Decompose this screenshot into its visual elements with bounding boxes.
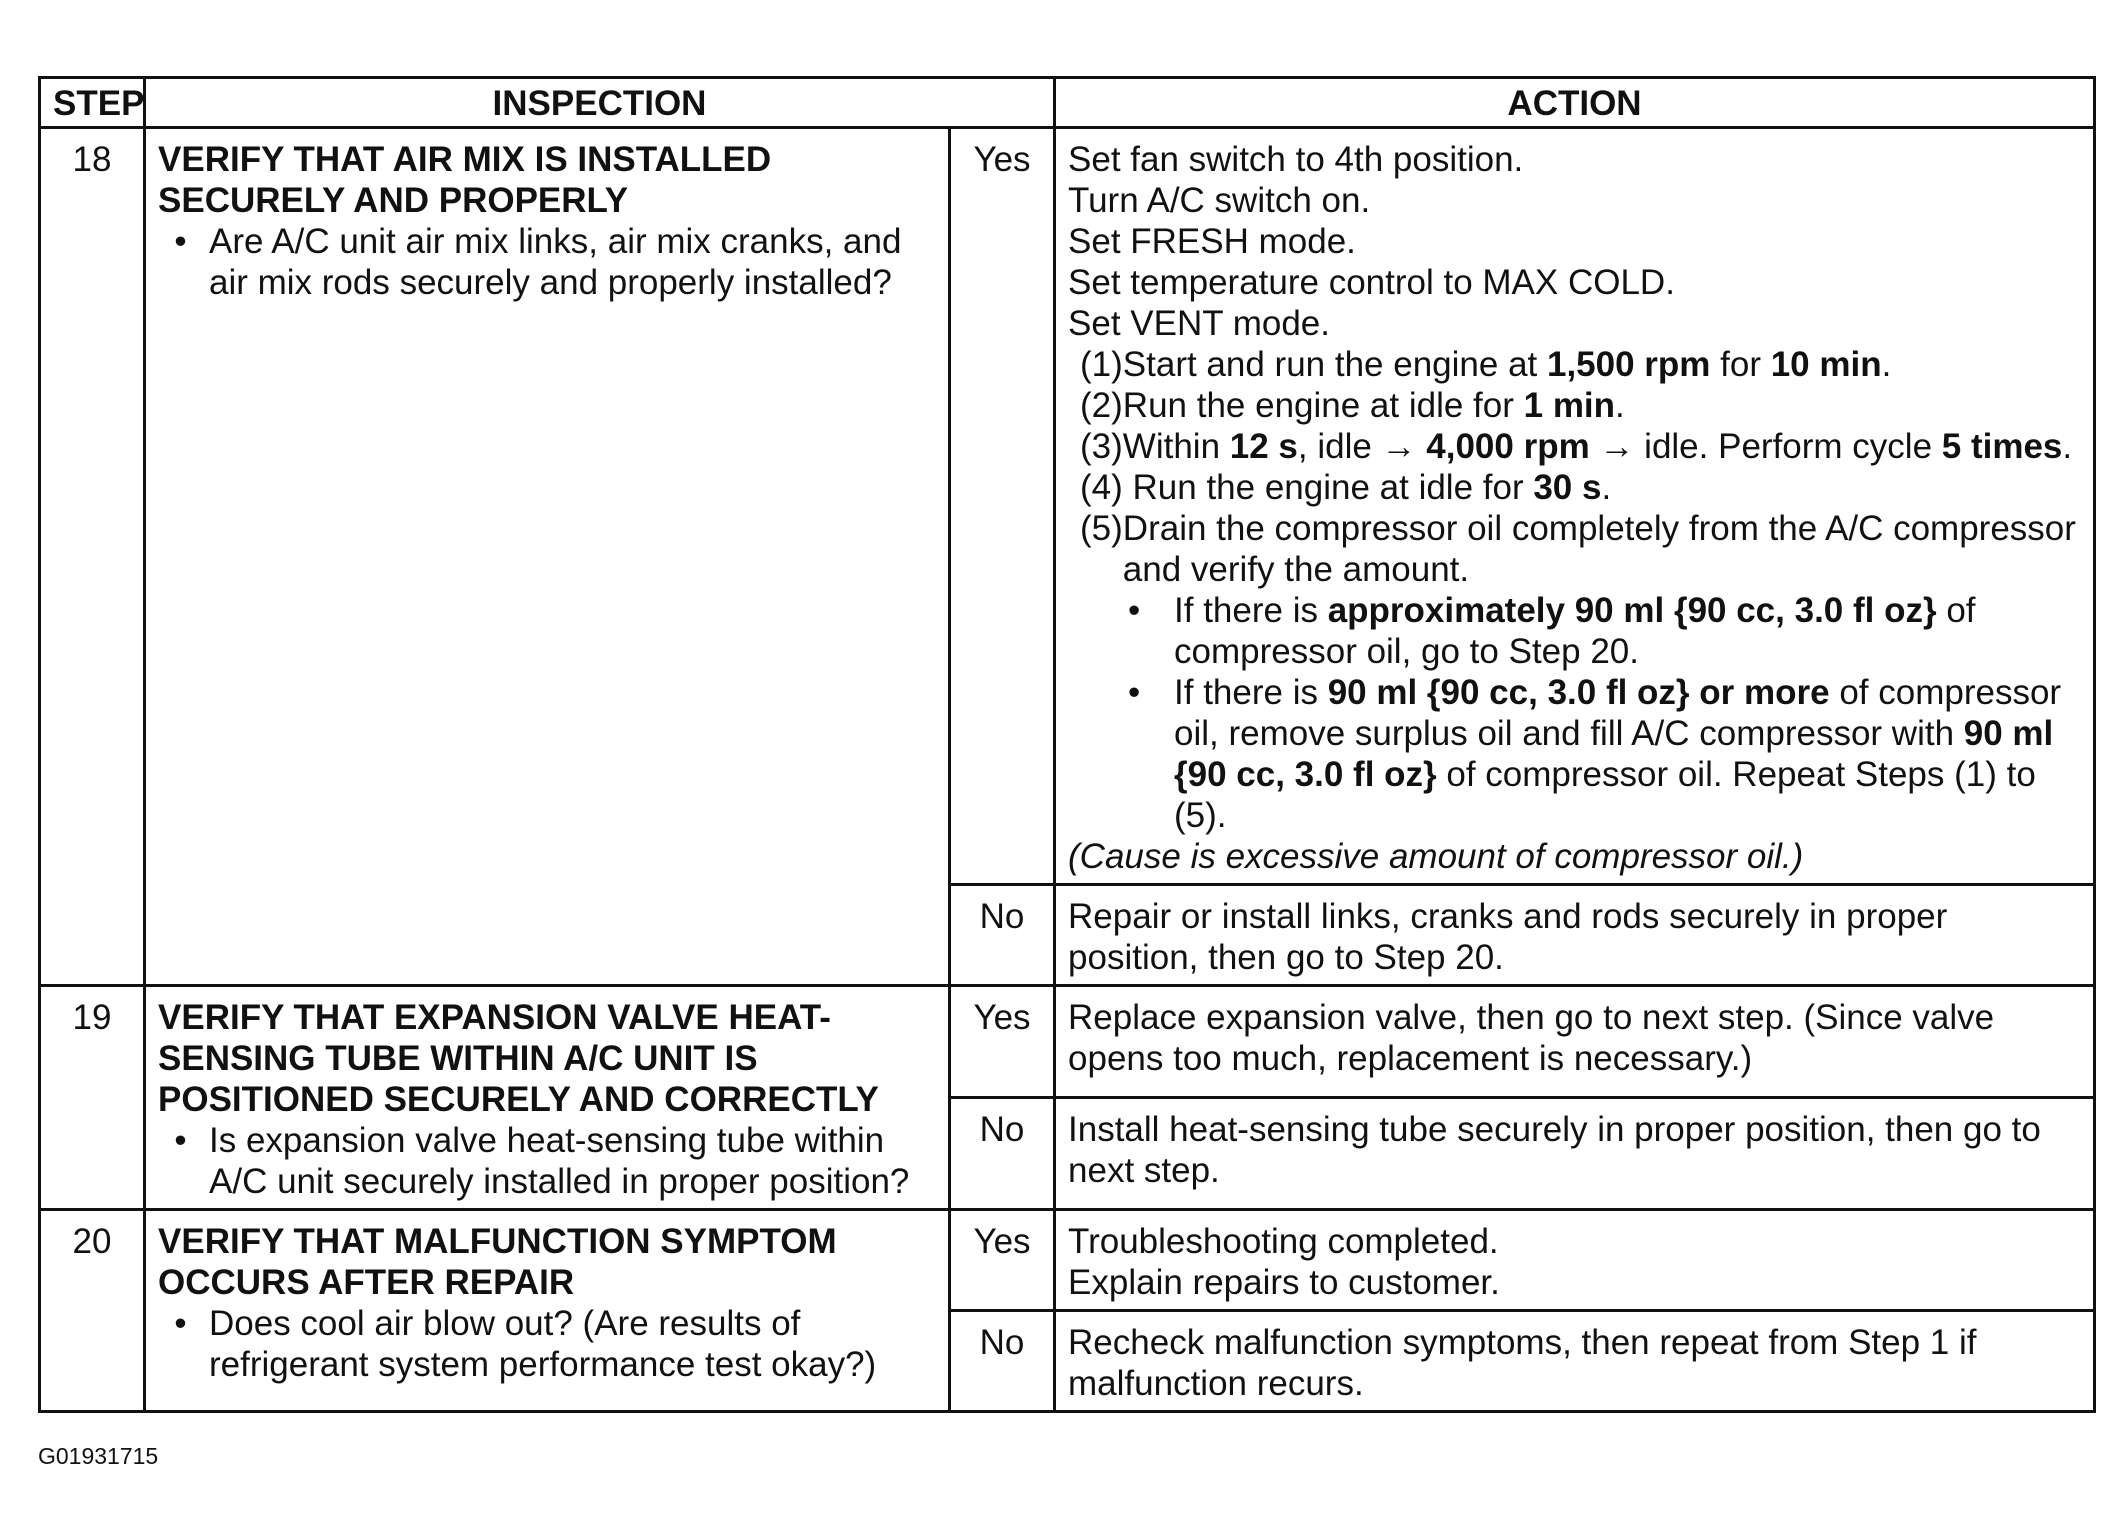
step-19-yes-row xyxy=(40,986,2095,1098)
no-label: No xyxy=(950,1098,1055,1210)
bullet-icon: • xyxy=(174,1304,187,1343)
bullet-icon: • xyxy=(174,222,187,261)
step-number: 18 xyxy=(40,128,145,986)
inspection-question: • Are A/C unit air mix links, air mix cranks, and air mix rods securely and properly installed? xyxy=(158,221,936,303)
yes-action xyxy=(1055,128,2095,885)
inspection-question: • Does cool air blow out? (Are results of refrigerant system performance test okay?) xyxy=(158,1303,936,1385)
action-line: Set FRESH mode. xyxy=(1068,222,1356,261)
yes-action xyxy=(1055,1210,2095,1311)
inspection-question: • Is expansion valve heat-sensing tube within A/C unit securely installed in proper position? xyxy=(158,1120,936,1202)
bullet-icon: • xyxy=(174,1121,187,1160)
cause-note: (Cause is excessive amount of compressor oil.) xyxy=(1068,837,1804,876)
inspection-title: VERIFY THAT MALFUNCTION SYMPTOM OCCURS AFTER REPAIR xyxy=(158,1222,837,1302)
substep-1: (1) Start and run the engine at 1,500 rpm for 10 min. xyxy=(1080,345,1892,384)
figure-id: G01931715 xyxy=(38,1443,159,1469)
troubleshooting-table xyxy=(38,76,2096,1413)
yes-label: Yes xyxy=(950,128,1055,885)
header-step: STEP xyxy=(40,78,145,128)
step-20-yes-row xyxy=(40,1210,2095,1311)
step-number: 20 xyxy=(40,1210,145,1412)
inspection-title: VERIFY THAT EXPANSION VALVE HEAT-SENSING TUBE WITHIN A/C UNIT IS POSITIONED SECURELY AND CORRECTLY xyxy=(158,998,879,1119)
no-action: Recheck malfunction symptoms, then repeat from Step 1 if malfunction recurs. xyxy=(1055,1311,2095,1412)
bullet-icon: • xyxy=(1128,673,1141,712)
inspection-cell xyxy=(145,128,950,986)
yes-label: Yes xyxy=(950,986,1055,1098)
no-action: Repair or install links, cranks and rods securely in proper position, then go to Step 20. xyxy=(1055,885,2095,986)
inspection-title: VERIFY THAT AIR MIX IS INSTALLED SECURELY AND PROPERLY xyxy=(158,140,772,220)
oil-check-bullet-2: • If there is 90 ml {90 cc, 3.0 fl oz} or more of compressor oil, remove surplus oil and fill A/C compressor with 90 ml {90 cc, 3.0 fl oz} of compressor oil. Repeat Steps (1) to (5). xyxy=(1068,672,2081,836)
inspection-cell xyxy=(145,986,950,1210)
no-action: Install heat-sensing tube securely in proper position, then go to next step. xyxy=(1055,1098,2095,1210)
header-action: ACTION xyxy=(1055,78,2095,128)
substep-2: (2) Run the engine at idle for 1 min. xyxy=(1080,386,1625,425)
step-18-yes-row xyxy=(40,128,2095,885)
no-label: No xyxy=(950,1311,1055,1412)
substep-5: (5) Drain the compressor oil completely from the A/C compressor and verify the amount. xyxy=(1080,509,2076,589)
action-line: Set fan switch to 4th position. xyxy=(1068,140,1524,179)
substep-3: (3) Within 12 s, idle → 4,000 rpm → idle. Perform cycle 5 times. xyxy=(1080,427,2073,466)
oil-check-bullet-1: • If there is approximately 90 ml {90 cc, 3.0 fl oz} of compressor oil, go to Step 20. xyxy=(1068,590,2081,672)
action-line: Troubleshooting completed. xyxy=(1068,1222,1499,1261)
no-label: No xyxy=(950,885,1055,986)
yes-action: Replace expansion valve, then go to next step. (Since valve opens too much, replacement is necessary.) xyxy=(1055,986,2095,1098)
substep-4: (4) Run the engine at idle for 30 s. xyxy=(1080,468,1612,507)
action-line: Explain repairs to customer. xyxy=(1068,1263,1500,1302)
header-inspection: INSPECTION xyxy=(145,78,1055,128)
action-line: Set VENT mode. xyxy=(1068,304,1330,343)
header-row xyxy=(40,78,2095,128)
yes-label: Yes xyxy=(950,1210,1055,1311)
action-line: Turn A/C switch on. xyxy=(1068,181,1371,220)
bullet-icon: • xyxy=(1128,591,1141,630)
step-number: 19 xyxy=(40,986,145,1210)
action-line: Set temperature control to MAX COLD. xyxy=(1068,263,1675,302)
inspection-cell xyxy=(145,1210,950,1412)
